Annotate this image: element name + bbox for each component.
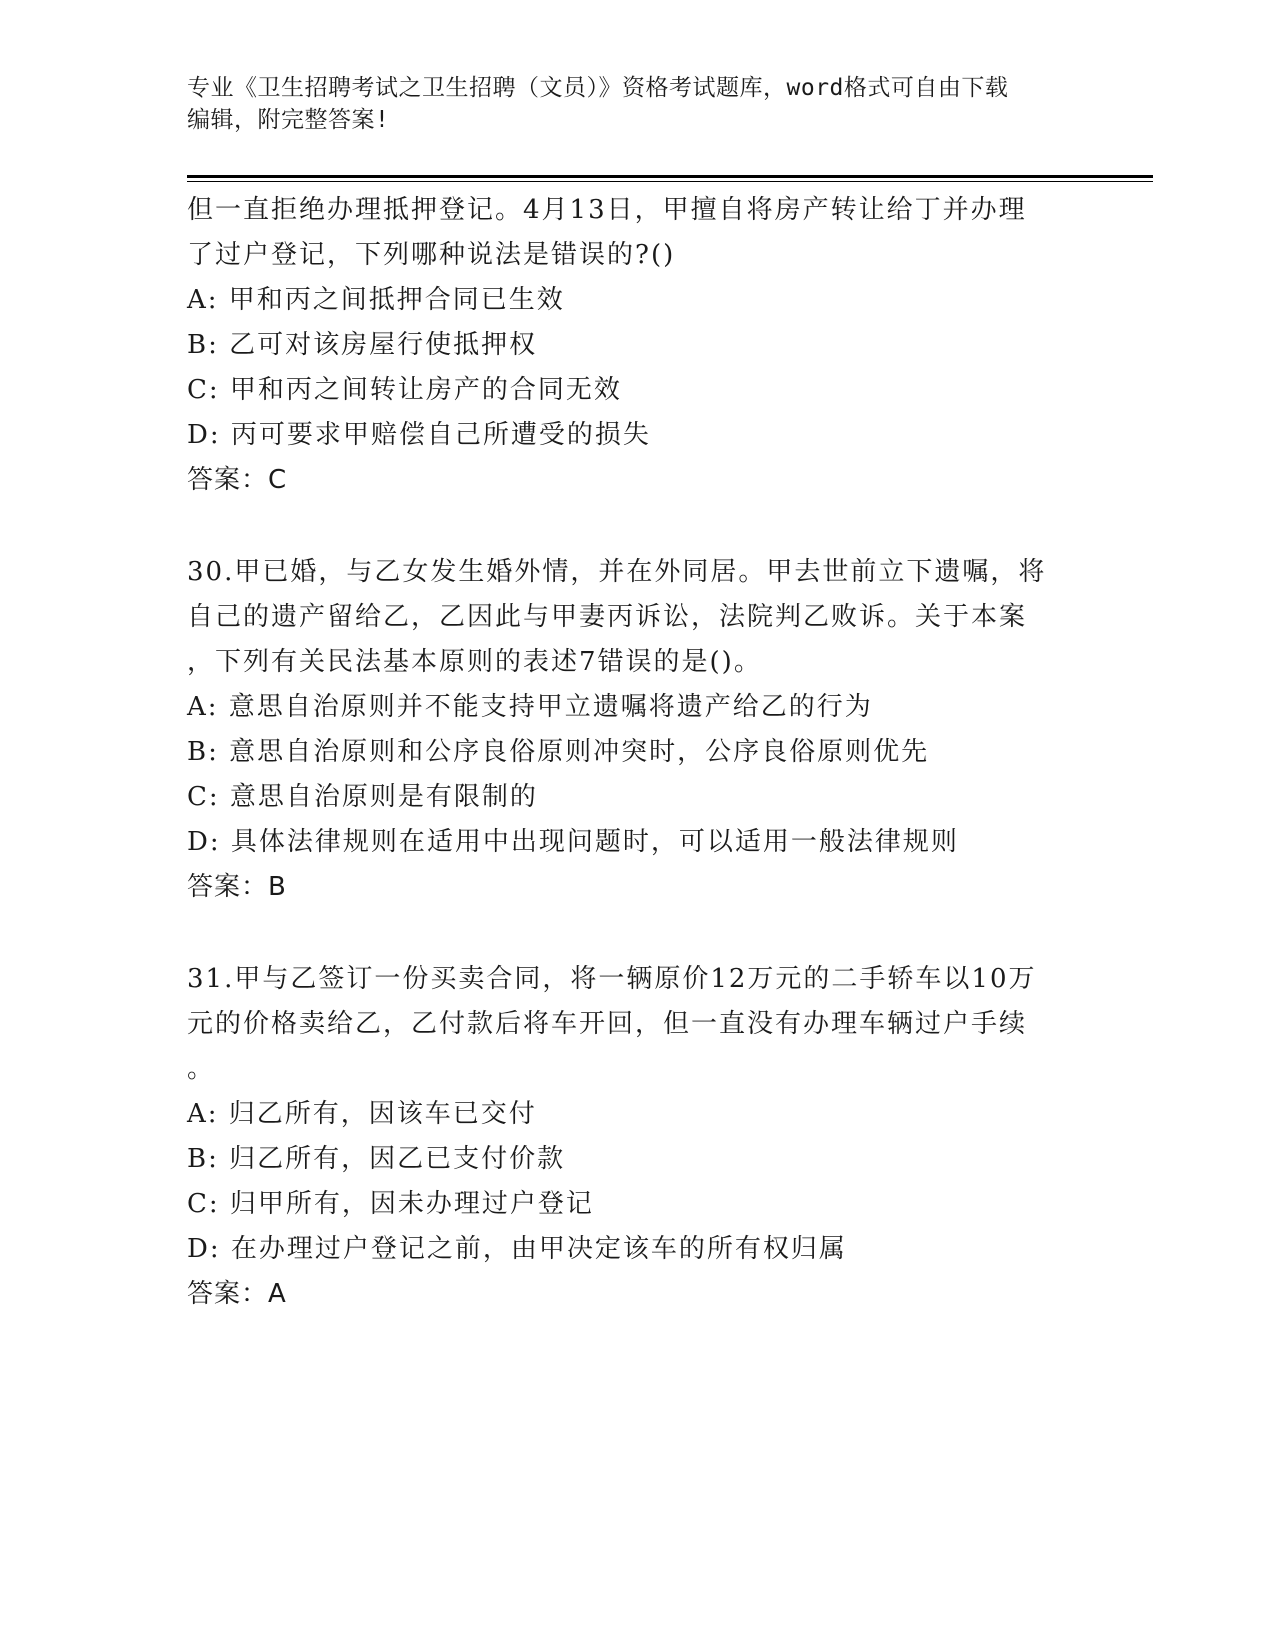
answer-line: 答案：C — [187, 465, 288, 495]
option-c: C: 意思自治原则是有限制的 — [187, 782, 538, 812]
question-block — [187, 550, 1087, 910]
question-list — [187, 188, 1087, 1317]
question-stem-line: 30.甲已婚，与乙女发生婚外情，并在外同居。甲去世前立下遗嘱，将 — [187, 557, 1047, 587]
header-divider-thick — [187, 175, 1153, 178]
question-block — [187, 957, 1087, 1317]
question-stem-line: 但一直拒绝办理抵押登记。4月13日，甲擅自将房产转让给丁并办理 — [187, 195, 1027, 225]
header-line-1: 专业《卫生招聘考试之卫生招聘（文员）》资格考试题库，word格式可自由下载 — [187, 75, 1009, 101]
option-c: C: 归甲所有，因未办理过户登记 — [187, 1189, 594, 1219]
option-b: B: 意思自治原则和公序良俗原则冲突时，公序良俗原则优先 — [187, 737, 930, 767]
question-stem-line: 元的价格卖给乙，乙付款后将车开回，但一直没有办理车辆过户手续 — [187, 1009, 1028, 1039]
answer-line: 答案：B — [187, 872, 287, 902]
header-divider-thin — [187, 181, 1153, 182]
option-d: D: 丙可要求甲赔偿自己所遭受的损失 — [187, 420, 651, 450]
answer-line: 答案：A — [187, 1279, 287, 1309]
question-stem-line: 。 — [187, 1054, 216, 1084]
option-a: A: 意思自治原则并不能支持甲立遗嘱将遗产给乙的行为 — [187, 692, 873, 722]
question-stem-line: 了过户登记，下列哪种说法是错误的?() — [187, 240, 676, 270]
question-spacer — [187, 910, 1087, 957]
question-block — [187, 188, 1087, 503]
question-stem-line: ，下列有关民法基本原则的表述7错误的是()。 — [187, 647, 762, 677]
option-d: D: 具体法律规则在适用中出现问题时，可以适用一般法律规则 — [187, 827, 959, 857]
question-stem-line: 自己的遗产留给乙，乙因此与甲妻丙诉讼，法院判乙败诉。关于本案 — [187, 602, 1028, 632]
option-b: B: 归乙所有，因乙已支付价款 — [187, 1144, 566, 1174]
option-a: A: 甲和丙之间抵押合同已生效 — [187, 285, 565, 315]
option-a: A: 归乙所有，因该车已交付 — [187, 1099, 537, 1129]
question-stem-line: 31.甲与乙签订一份买卖合同，将一辆原价12万元的二手轿车以10万 — [187, 964, 1037, 994]
option-c: C: 甲和丙之间转让房产的合同无效 — [187, 375, 622, 405]
option-d: D: 在办理过户登记之前，由甲决定该车的所有权归属 — [187, 1234, 847, 1264]
document-header — [187, 72, 1087, 136]
header-line-2: 编辑，附完整答案! — [187, 107, 390, 133]
question-spacer — [187, 503, 1087, 550]
option-b: B: 乙可对该房屋行使抵押权 — [187, 330, 538, 360]
